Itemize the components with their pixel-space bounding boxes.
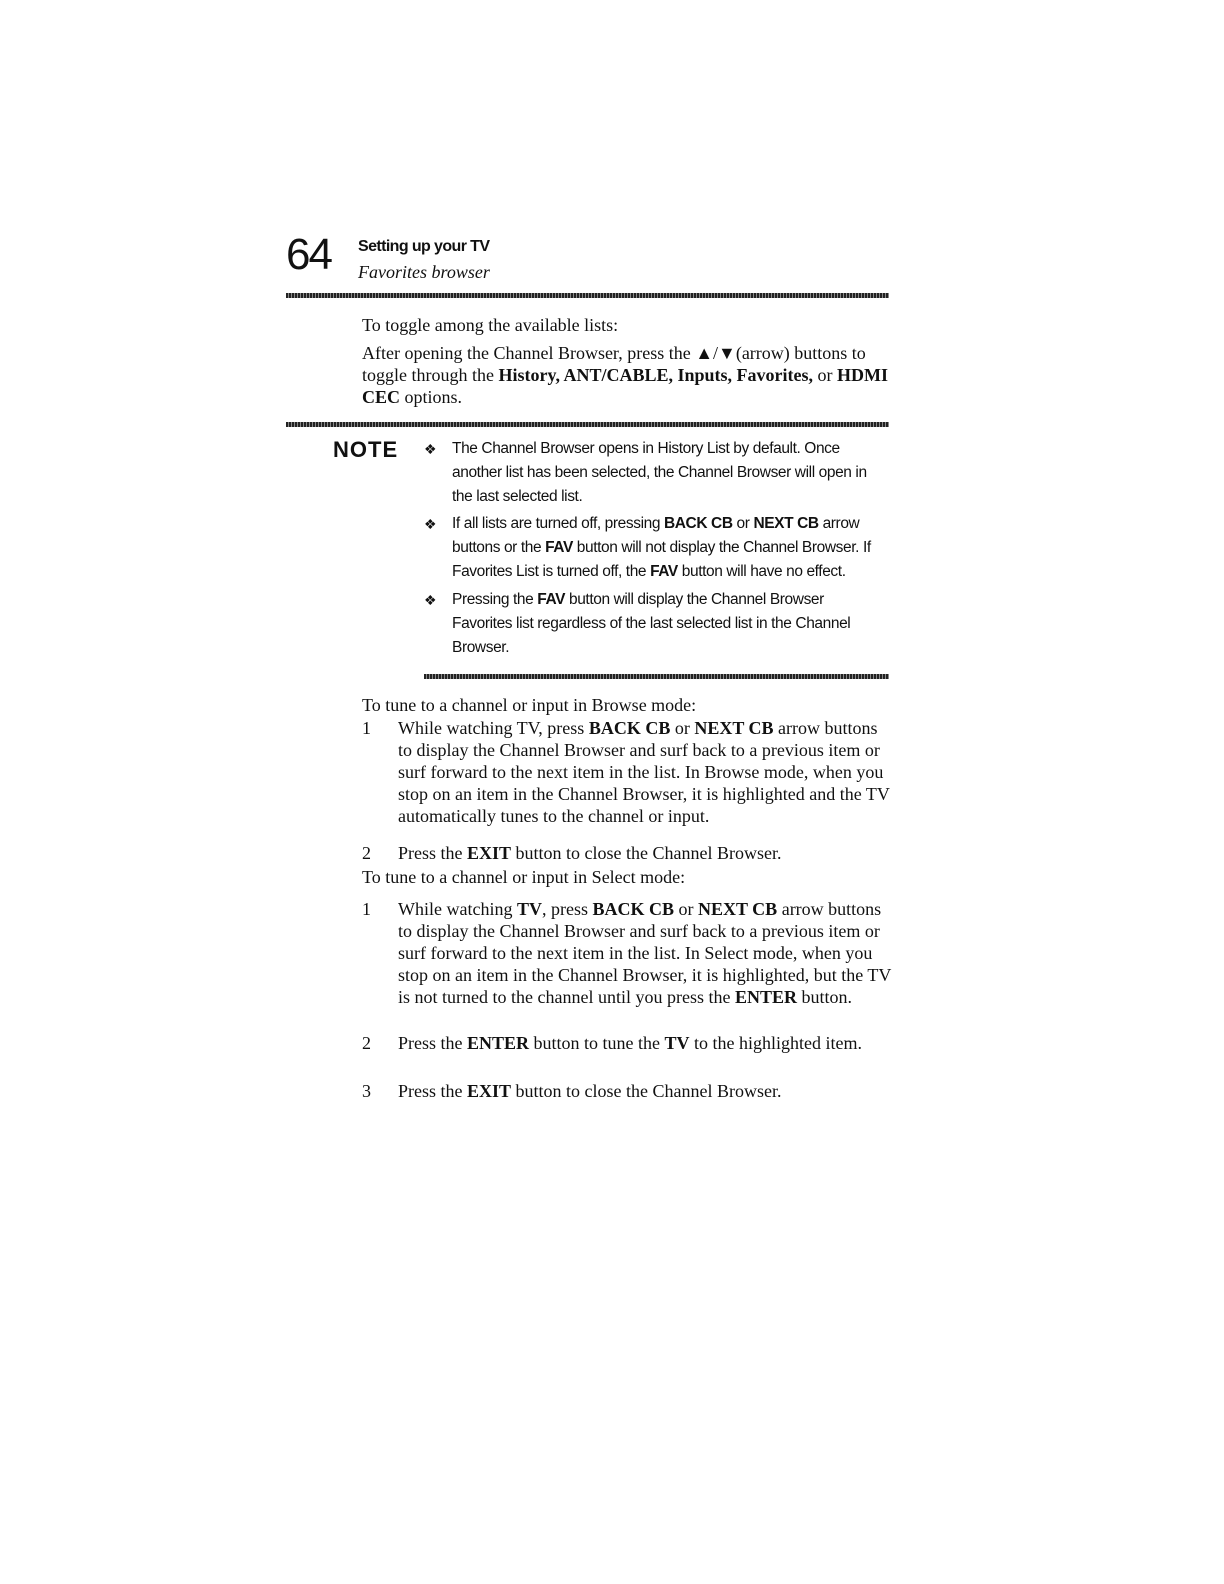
toggle-option-hdmi: HDMI CEC [362,365,889,407]
toggle-intro: To toggle among the available lists: [362,315,619,335]
browse-step-1 [362,717,892,827]
step-number: 2 [362,843,371,863]
step-number: 3 [362,1081,371,1101]
header-divider [286,293,889,298]
toggle-options: History, ANT/CABLE, Inputs, Favorites, [498,365,814,385]
browse-intro: To tune to a channel or input in Browse mode: [362,695,697,715]
page-number: 64 [286,230,331,279]
select-step-3 [362,1080,892,1102]
chapter-title: Setting up your TV [358,238,490,255]
browse-step-2 [362,842,892,864]
step-text: While watching TV, press BACK CB or NEXT CB arrow buttons to display the Channel Browser and surf back to a previous item or surf forward to the next item in the list. In Browse mode, when you stop on an item in the Channel Browser, it is highlighted and the TV automatically tunes to the channel or input. [398,718,890,826]
toggle-or: or [813,365,838,385]
note-label: NOTE [333,437,399,462]
note-bullet-1 [424,437,884,509]
select-step-2 [362,1032,892,1054]
select-step-1 [362,898,892,1008]
note-bullet-text: If all lists are turned off, pressing BACK CB or NEXT CB arrow buttons or the FAV button will not display the Channel Browser. If Favorites List is turned off, the FAV button will have no effect. [452,515,871,580]
select-intro: To tune to a channel or input in Select mode: [362,867,686,887]
toggle-suffix: options. [400,387,463,407]
note-bullet-text: Pressing the FAV button will display the Channel Browser Favorites list regardless of the last selected list in the Channel Browser. [452,591,851,656]
note-bottom-divider [424,674,889,679]
step-text: While watching TV, press BACK CB or NEXT CB arrow buttons to display the Channel Browser and surf back to a previous item or surf forward to the next item in the list. In Select mode, when you stop on an item in the Channel Browser, it is highlighted, but the TV is not turned to the channel until you press the ENTER button. [398,899,892,1007]
step-text: Press the ENTER button to tune the TV to the highlighted item. [398,1033,862,1053]
toggle-body [362,342,892,408]
section-title: Favorites browser [358,262,490,282]
diamond-bullet-icon: ❖ [424,592,437,608]
step-number: 1 [362,718,371,738]
note-bullet-2 [424,512,884,584]
note-bullet-text: The Channel Browser opens in History List by default. Once another list has been selected, the Channel Browser will open in the last selected list. [452,440,867,505]
step-text: Press the EXIT button to close the Channel Browser. [398,843,782,863]
diamond-bullet-icon: ❖ [424,516,437,532]
note-top-divider [286,422,889,427]
step-number: 1 [362,899,371,919]
diamond-bullet-icon: ❖ [424,441,437,457]
step-text: Press the EXIT button to close the Channel Browser. [398,1081,782,1101]
note-bullet-3 [424,588,884,660]
step-number: 2 [362,1033,371,1053]
toggle-body-prefix: After opening the Channel Browser, press the ▲/▼(arrow) buttons to toggle through the [362,343,866,385]
